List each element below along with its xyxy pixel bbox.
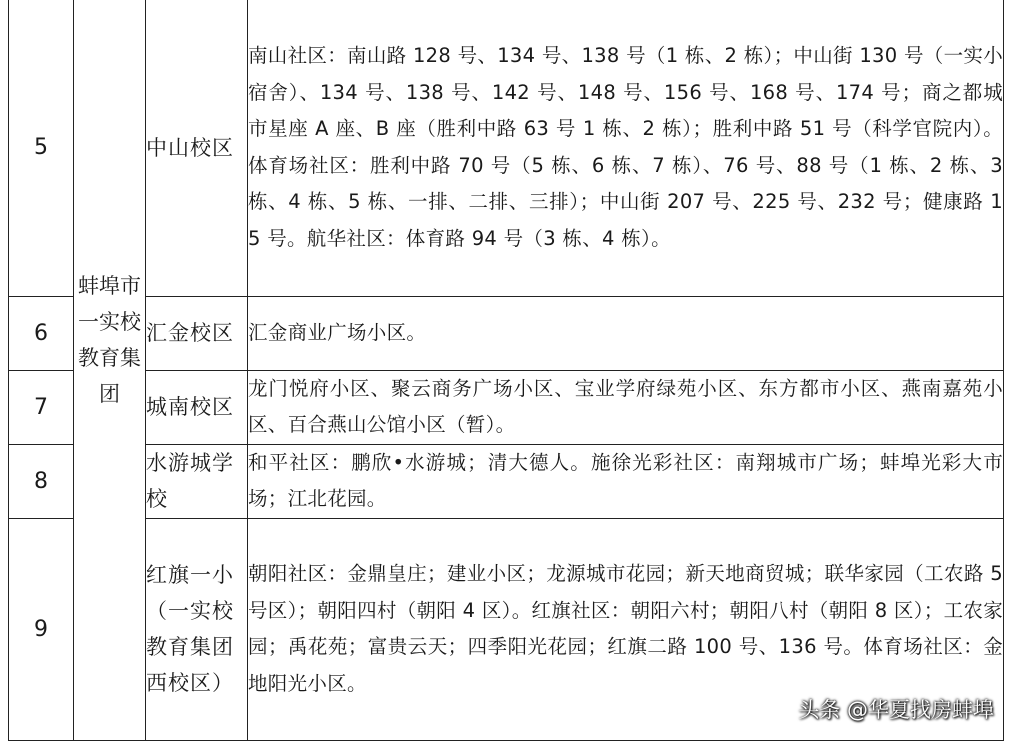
- campus-name: 城南校区: [146, 370, 248, 444]
- campus-name: 水游城学校: [146, 444, 248, 518]
- table-row: [9, 0, 1004, 296]
- row-number: 9: [9, 518, 74, 740]
- enrollment-area: 和平社区：鹏欣•水游城；清大德人。施徐光彩社区：南翔城市广场；蚌埠光彩大市场；江北花园。: [248, 444, 1004, 518]
- row-number: 6: [9, 296, 74, 370]
- school-district-table: [8, 0, 1004, 741]
- table-row: [9, 370, 1004, 444]
- table-row: [9, 444, 1004, 518]
- table-row: [9, 296, 1004, 370]
- enrollment-area: 汇金商业广场小区。: [248, 296, 1004, 370]
- enrollment-area: 南山社区：南山路 128 号、134 号、138 号（1 栋、2 栋）；中山街 130 号（一实小宿舍）、134 号、138 号、142 号、148 号、156 号、168 号、174 号；商之都城市星座 A 座、B 座（胜利中路 63 号 1 栋、2 栋）；胜利中路 51 号（科学官院内）。体育场社区：胜利中路 70 号（5 栋、6 栋、7 栋）、76 号、88 号（1 栋、2 栋、3 栋、4 栋、5 栋、一排、二排、三排）；中山街 207 号、225 号、232 号；健康路 15 号。航华社区：体育路 94 号（3 栋、4 栋）。: [248, 0, 1004, 296]
- campus-name: 汇金校区: [146, 296, 248, 370]
- enrollment-area: 龙门悦府小区、聚云商务广场小区、宝业学府绿苑小区、东方都市小区、燕南嘉苑小区、百合燕山公馆小区（暂）。: [248, 370, 1004, 444]
- education-group-name: [74, 0, 146, 740]
- education-group-label: 蚌埠市一实校教育集团: [78, 274, 141, 406]
- campus-name: 红旗一小（一实校教育集团西校区）: [146, 518, 248, 740]
- row-number: 5: [9, 0, 74, 296]
- row-number: 8: [9, 444, 74, 518]
- watermark: 头条 @华夏找房蚌埠: [798, 698, 994, 722]
- row-number: 7: [9, 370, 74, 444]
- campus-name: 中山校区: [146, 0, 248, 296]
- enrollment-area: 朝阳社区：金鼎皇庄；建业小区；龙源城市花园；新天地商贸城；联华家园（工农路 5 号区）；朝阳四村（朝阳 4 区）。红旗社区：朝阳六村；朝阳八村（朝阳 8 区）；工农家园；禹花苑；富贵云天；四季阳光花园；红旗二路 100 号、136 号。体育场社区：金地阳光小区。: [248, 518, 1004, 740]
